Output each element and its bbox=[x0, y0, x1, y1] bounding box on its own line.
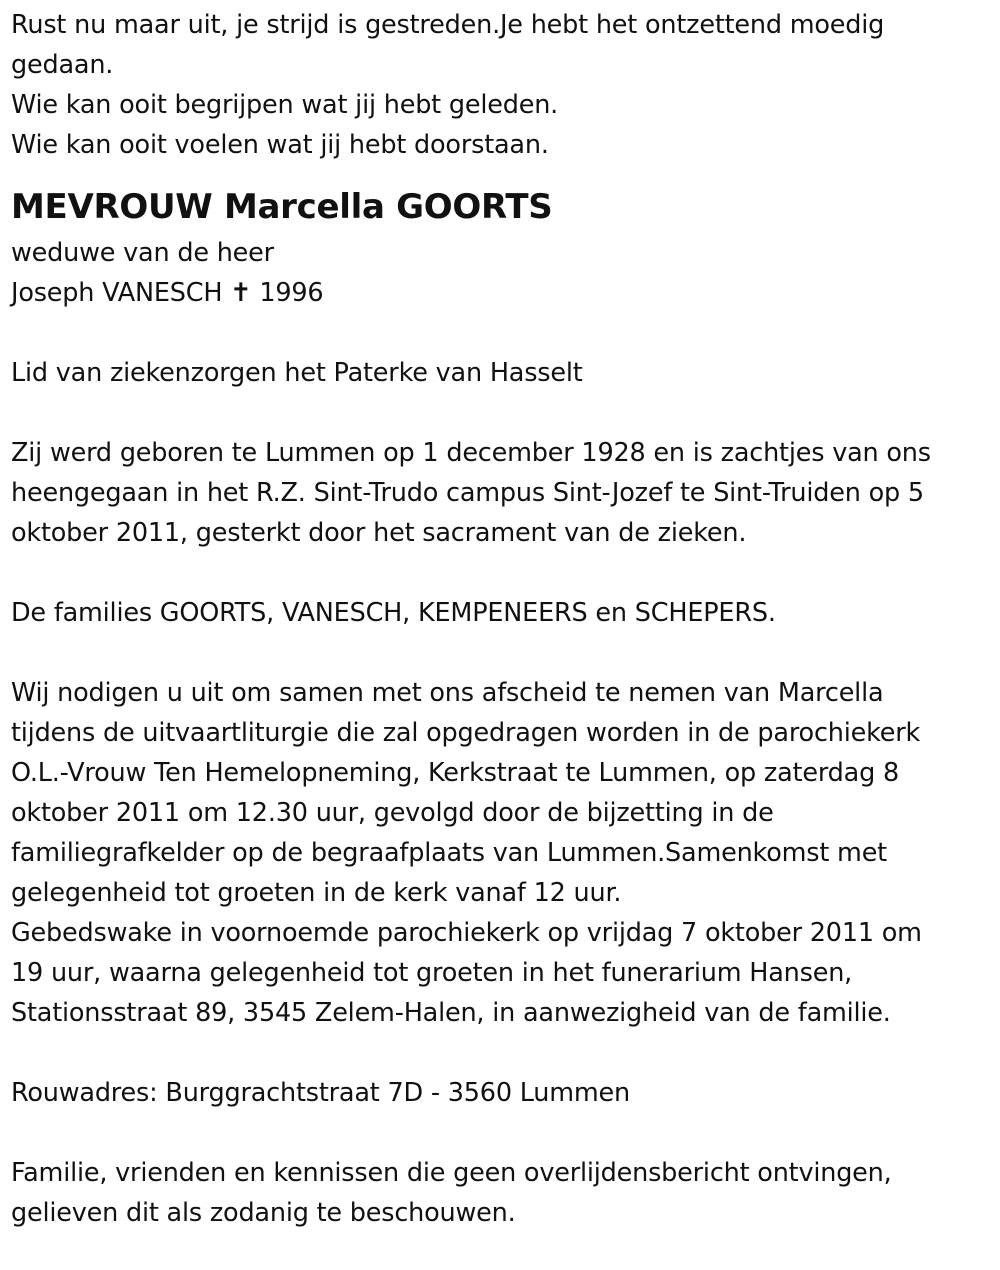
poem-line: Wie kan ooit voelen wat jij hebt doorstaan. bbox=[11, 130, 549, 160]
paragraph-line: Zij werd geboren te Lummen op 1 december 1928 en is zachtjes van ons bbox=[11, 438, 931, 468]
spacer bbox=[11, 313, 996, 353]
paragraph-line: gelegenheid tot groeten in de kerk vanaf 12 uur. bbox=[11, 878, 622, 908]
paragraph-line: O.L.-Vrouw Ten Hemelopneming, Kerkstraat te Lummen, op zaterdag 8 bbox=[11, 758, 899, 788]
paragraph-line: oktober 2011, gesterkt door het sacrament van de zieken. bbox=[11, 518, 747, 548]
paragraph-line: Wij nodigen u uit om samen met ons afscheid te nemen van Marcella bbox=[11, 678, 884, 708]
paragraph-line: Stationsstraat 89, 3545 Zelem-Halen, in aanwezigheid van de familie. bbox=[11, 998, 891, 1028]
poem-line: Wie kan ooit begrijpen wat jij hebt geleden. bbox=[11, 90, 559, 120]
widow-line: weduwe van de heer bbox=[11, 238, 274, 268]
poem-line: Rust nu maar uit, je strijd is gestreden.Je hebt het ontzettend moedig bbox=[11, 10, 885, 40]
spacer bbox=[11, 1113, 996, 1153]
death-notice bbox=[11, 5, 996, 1233]
birth-death-paragraph bbox=[11, 433, 996, 553]
paragraph-line: Familie, vrienden en kennissen die geen overlijdensbericht ontvingen, bbox=[11, 1158, 892, 1188]
spacer bbox=[11, 1033, 996, 1073]
poem bbox=[11, 5, 996, 165]
membership: Lid van ziekenzorgen het Paterke van Hasselt bbox=[11, 358, 583, 388]
deceased-name: MEVROUW Marcella GOORTS bbox=[11, 187, 553, 227]
poem-line: gedaan. bbox=[11, 50, 114, 80]
widow-line: Joseph VANESCH ✝ 1996 bbox=[11, 278, 324, 308]
paragraph-line: Gebedswake in voornoemde parochiekerk op vrijdag 7 oktober 2011 om bbox=[11, 918, 922, 948]
mourning-address: Rouwadres: Burggrachtstraat 7D - 3560 Lummen bbox=[11, 1078, 631, 1108]
paragraph-line: 19 uur, waarna gelegenheid tot groeten in het funerarium Hansen, bbox=[11, 958, 853, 988]
paragraph-line: familiegrafkelder op de begraafplaats van Lummen.Samenkomst met bbox=[11, 838, 887, 868]
paragraph-line: tijdens de uitvaartliturgie die zal opgedragen worden in de parochiekerk bbox=[11, 718, 921, 748]
widow-of bbox=[11, 233, 996, 313]
funeral-paragraph bbox=[11, 673, 996, 1033]
paragraph-line: oktober 2011 om 12.30 uur, gevolgd door de bijzetting in de bbox=[11, 798, 774, 828]
spacer bbox=[11, 393, 996, 433]
spacer bbox=[11, 633, 996, 673]
paragraph-line: heengegaan in het R.Z. Sint-Trudo campus Sint-Jozef te Sint-Truiden op 5 bbox=[11, 478, 924, 508]
paragraph-line: gelieven dit als zodanig te beschouwen. bbox=[11, 1198, 516, 1228]
spacer bbox=[11, 553, 996, 593]
closing-paragraph bbox=[11, 1153, 996, 1233]
families: De families GOORTS, VANESCH, KEMPENEERS en SCHEPERS. bbox=[11, 598, 776, 628]
